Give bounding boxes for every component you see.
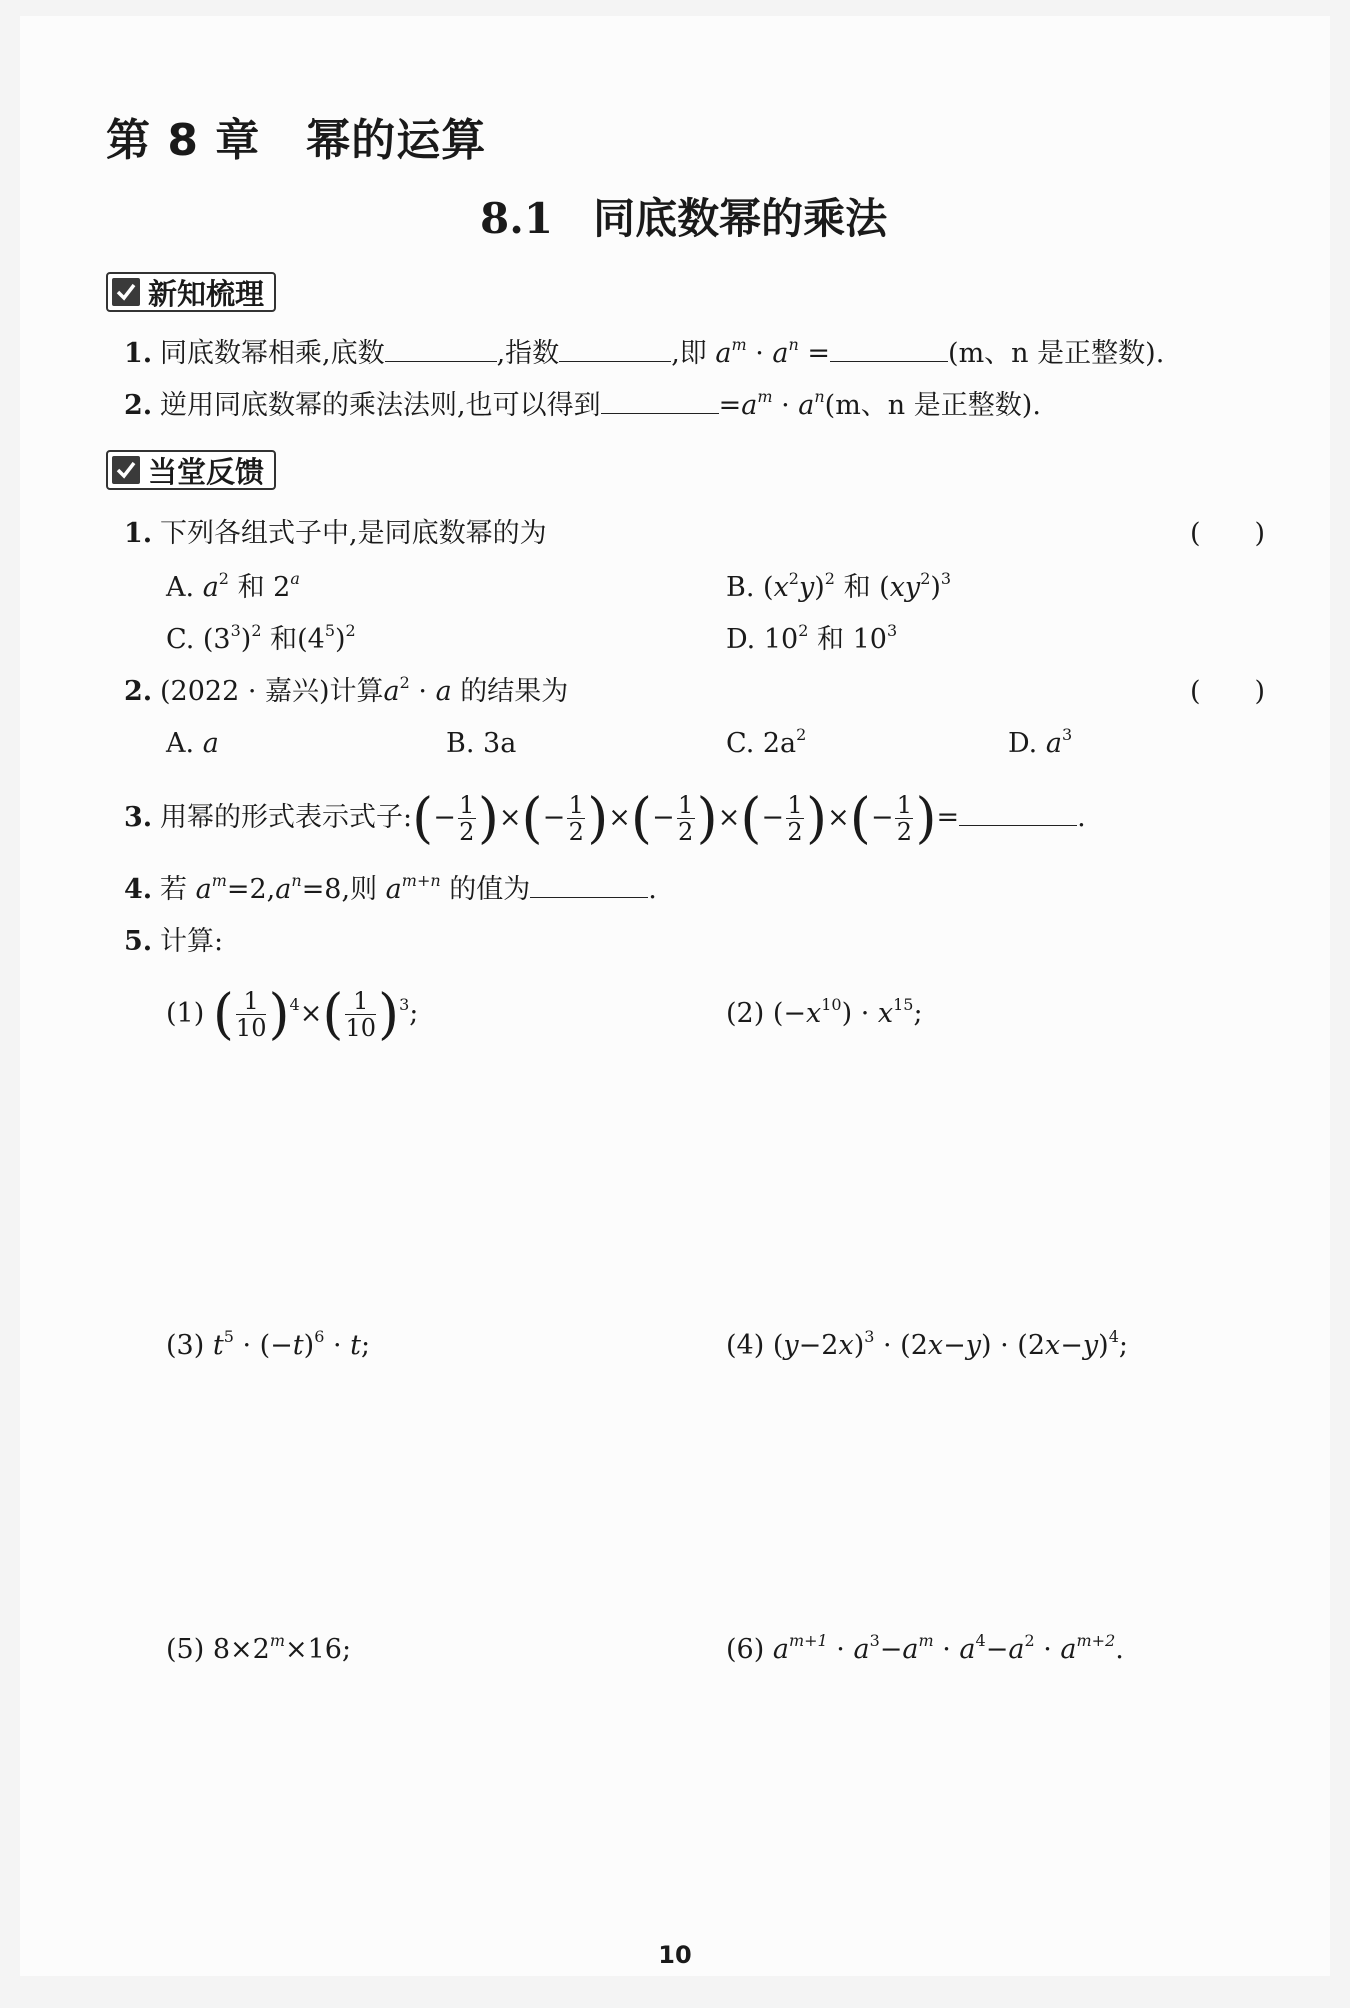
option-d[interactable]: D. $10^2$ 和 $10^3$ [726,621,898,655]
option-value: a [1045,728,1062,759]
calc-part-4: (4) $(y-2x)^3 \cdot (2x-y) \cdot (2x-y)^4$; [726,1327,1128,1361]
question-number: 4. [124,874,153,905]
feedback-q1 [124,514,547,554]
question-number: 2. [124,390,153,421]
q2-text-b: (m、n 是正整数). [824,390,1041,421]
page-number: 10 [658,1941,692,1969]
q1-text-c: ,即 [671,338,707,369]
part-label: (4) [726,1330,765,1361]
question-number: 1. [124,338,153,369]
feedback-q2: 2. (2022 · 嘉兴)计算$a^2 \cdot a$ 的结果为 [124,672,568,712]
new-knowledge-label: 新知梳理 [148,276,265,311]
q4-text-a: 若 [160,874,187,905]
question-number: 5. [124,926,153,957]
section-heading [480,186,887,246]
section-number: 8.1 [480,194,554,243]
feedback-label: 当堂反馈 [148,454,265,489]
answer-paren[interactable]: ( ) [1190,518,1266,549]
option-value: a [202,728,219,759]
answer-blank[interactable] [959,799,1077,826]
new-knowledge-tag [106,272,276,312]
feedback-q5 [124,922,223,962]
q2-stem-pre: (2022 · 嘉兴)计算 [160,676,384,707]
answer-blank[interactable] [530,871,648,898]
calc-part-1: (1) ( $\frac{1}{10}$ )$^4$×( $\frac{1}{10}$ )$^3$; [166,982,419,1046]
checkbox-icon [112,456,140,484]
option-d[interactable]: D. $a^3$ [1008,725,1073,759]
option-letter: B. [726,572,755,603]
option-b[interactable] [446,724,516,764]
option-letter: C. [166,624,195,655]
part-label: (2) [726,998,765,1029]
feedback-q3: 3. 用幂的形式表示式子:(− $\frac{1}{2}$ )×(− $\frac{1}{2}$ )×(− $\frac{1}{2}$ )×(− $\frac{1}{2}$ )×(− $\frac{1}{2}$ )= . [124,786,1086,850]
calc-part-5: (5) $8\times 2^m\times 16$; [166,1631,352,1665]
option-c[interactable]: C. $(3^3)^2$ 和$(4^5)^2$ [166,621,356,655]
feedback-tag [106,450,276,490]
q1-text-d: (m、n 是正整数). [948,338,1165,369]
option-a[interactable] [166,724,219,764]
part-label: (3) [166,1330,205,1361]
part-label: (5) [166,1634,205,1665]
question-number: 2. [124,676,153,707]
q2-text-a: 逆用同底数幂的乘法法则,也可以得到 [160,390,601,421]
and-word: 和 [270,624,298,655]
question-number: 3. [124,802,153,833]
option-letter: A. [166,728,195,759]
q1-stem: 下列各组式子中,是同底数幂的为 [160,518,547,549]
question-number: 1. [124,518,153,549]
knowledge-q2: 2. 逆用同底数幂的乘法法则,也可以得到 $=a^m \cdot a^n(m$、n 是正整数). [124,386,1041,426]
and-word: 和 [817,624,845,655]
part-label: (6) [726,1634,765,1665]
worksheet-page [20,16,1330,1976]
answer-blank-result[interactable] [830,335,948,362]
option-a[interactable]: A. $a^2$ 和 2$^a$ [166,569,300,603]
option-c[interactable]: C. $2a^2$ [726,725,807,759]
chapter-heading [106,104,486,168]
section-title: 同底数幂的乘法 [593,194,888,243]
and-word: 和 [237,572,265,603]
q5-stem: 计算: [160,926,224,957]
chapter-number: 第 8 章 [106,115,261,166]
q3-stem: 用幂的形式表示式子: [160,802,413,833]
chapter-title: 幂的运算 [306,115,487,166]
and-word: 和 [843,572,871,603]
q1-text-b: ,指数 [496,338,560,369]
option-b[interactable]: B. $(x^2y)^2$ 和 $(xy^2)^3$ [726,569,952,603]
option-value: 2a [762,728,797,759]
answer-blank-reverse[interactable] [601,387,719,414]
option-letter: D. [726,624,756,655]
answer-paren[interactable]: ( ) [1190,676,1266,707]
calc-part-3: (3) $t^5 \cdot (-t)^6 \cdot t$; [166,1327,371,1361]
option-value: 3a [483,728,517,759]
answer-blank-exponent[interactable] [559,335,671,362]
calc-part-6: (6) $a^{m+1} \cdot a^3-a^m \cdot a^4-a^2 \cdot a^{m+2}$. [726,1631,1124,1665]
calc-part-2: (2) $(-x^{10}) \cdot x^{15}$; [726,995,923,1029]
q1-text-a: 同底数幂相乘,底数 [160,338,385,369]
q2-stem-post: 的结果为 [460,676,569,707]
part-label: (1) [166,998,205,1029]
option-letter: D. [1008,728,1038,759]
option-letter: A. [166,572,195,603]
knowledge-q1: 1. 同底数幂相乘,底数 ,指数 ,即 $a^m \cdot a^n = (m$、n 是正整数). [124,334,1164,374]
option-letter: C. [726,728,755,759]
option-letter: B. [446,728,475,759]
q4-text-b: 的值为 [449,874,531,905]
checkbox-icon [112,278,140,306]
feedback-q4: 4. 若 $a^m=2,a^n=8$,则 $a^{m+n}$ 的值为 . [124,870,657,910]
answer-blank-base[interactable] [385,335,497,362]
